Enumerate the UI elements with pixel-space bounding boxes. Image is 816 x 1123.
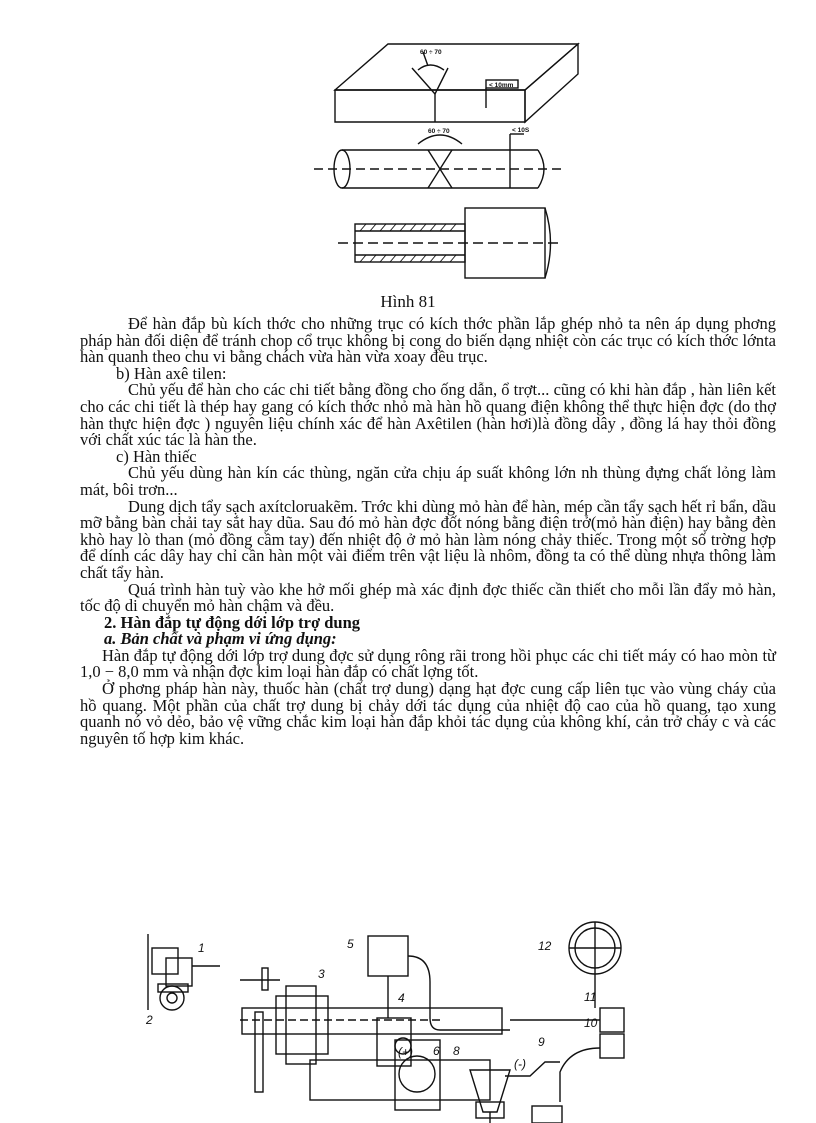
label-3: 3 — [318, 967, 325, 981]
angle-label-1: 60 ÷ 70 — [420, 49, 442, 56]
subsection-heading: a. Bản chất và phạm vi ứng dụng: — [104, 629, 337, 649]
label-2: 2 — [146, 1013, 153, 1027]
angle-label-2: 60 ÷ 70 — [428, 128, 450, 135]
label-5: 5 — [347, 937, 354, 951]
body-text — [80, 316, 776, 747]
depth-label-1: < 10mm — [489, 82, 514, 89]
label-6: 6 — [433, 1044, 440, 1058]
label-4: 4 — [398, 991, 405, 1005]
label-8: 8 — [453, 1044, 460, 1058]
label-9: 9 — [538, 1035, 545, 1049]
label-10: 10 — [584, 1016, 598, 1030]
paragraph-3: Chủ yếu dùng hàn kín các thùng, ngăn cửa chịu áp suất không lớn nh thùng đựng chất lỏng làm mát, bôi trơn... — [80, 463, 776, 499]
label-1: 1 — [198, 941, 205, 955]
paragraph-4: Dung dịch tẩy sạch axítcloruakẽm. Trớc khi dùng mỏ hàn để hàn, mép cần tẩy sạch hết rỉ bẩn, dầu mỡ bằng bàn chải tay sắt hay dũa. Sau đó mỏ hàn đợc đốt nóng bằng điện trở(mỏ hàn điện) hay bằng đèn khò hay lò than (mỏ đồng cầm tay) đến nhiệt độ ở mỏ hàn làm nóng chảy thiếc. Trong một số trờng hợp để dính các dây hay chỉ cần hàn một vài điểm trên vật liệu là nhôm, đồng ta có thể dùng nhựa thông làm chất tẩy hàn. — [80, 496, 776, 582]
section-heading: 2. Hàn đắp tự động dới lớp trợ dung — [104, 612, 361, 632]
heading-b: b) Hàn axê tilen: — [116, 363, 227, 383]
paragraph-7: Ở phơng pháp hàn này, thuốc hàn (chất trợ dung) dạng hạt đợc cung cấp liên tục vào vùng cháy của hồ quang. Một phần của chất trợ dung bị chảy dới tác dụng của nhiệt độ cao của hồ quang, tạo xung quanh nó vỏ dẻo, bảo vệ vững chắc kim loại hàn đắp khỏi tác dụng của không khí, cản trở cháy c và các nguyên tố hợp kim khác. — [80, 679, 776, 748]
paragraph-1: Để hàn đắp bù kích thớc cho những trục có kích thớc phần lắp ghép nhỏ ta nên áp dụng phơng pháp hàn đối diện để tránh chop cổ trục không bị cong do biến dạng nhiệt còn các trục có kích thớc lớnta hàn quanh theo chu vi bằng chách vừa hàn vừa xoay đều trục. — [80, 314, 776, 367]
figure-caption: Hình 81 — [380, 292, 436, 311]
paragraph-6: Hàn đắp tự động dới lớp trợ dung đợc sử dụng rông rãi trong hồi phục các chi tiết máy có hao mòn từ 1,0 − 8,0 mm và nhận đợc kim loại hàn đắp có chất lợng tốt. — [80, 645, 776, 682]
label-11: 11 — [584, 990, 597, 1004]
paragraph-2: Chủ yếu để hàn cho các chi tiết bằng đồng cho ống dẫn, ổ trợt... cũng có khi hàn đắp , hàn liên kết cho các chi tiết là thép hay gang có kích thớc nhỏ mà hàn hồ quang điện không thể thực hiện đợc (do thợ hàn thực hiện đợc ) nguyên liệu chính xác để hàn Axêtilen (hàn hơi)là đồng dây , đồng lá hay thỏi đồng với chất xúc tác là hàn the. — [80, 380, 776, 450]
figure-welding-machine — [140, 902, 700, 1123]
depth-label-2: < 10S — [512, 127, 530, 134]
label-minus: (-) — [514, 1057, 526, 1071]
heading-c: c) Hàn thiếc — [116, 446, 197, 466]
figure-weld-joints — [300, 30, 580, 292]
label-12: 12 — [538, 939, 552, 953]
label-plus: (+) — [398, 1045, 413, 1059]
paragraph-5: Quá trình hàn tuỳ vào khe hở mối ghép mà xác định đợc thiếc cần thiết cho mỗi lần đẩy mỏ hàn, tốc độ di chuyển mỏ hàn chậm và đều. — [80, 579, 776, 616]
